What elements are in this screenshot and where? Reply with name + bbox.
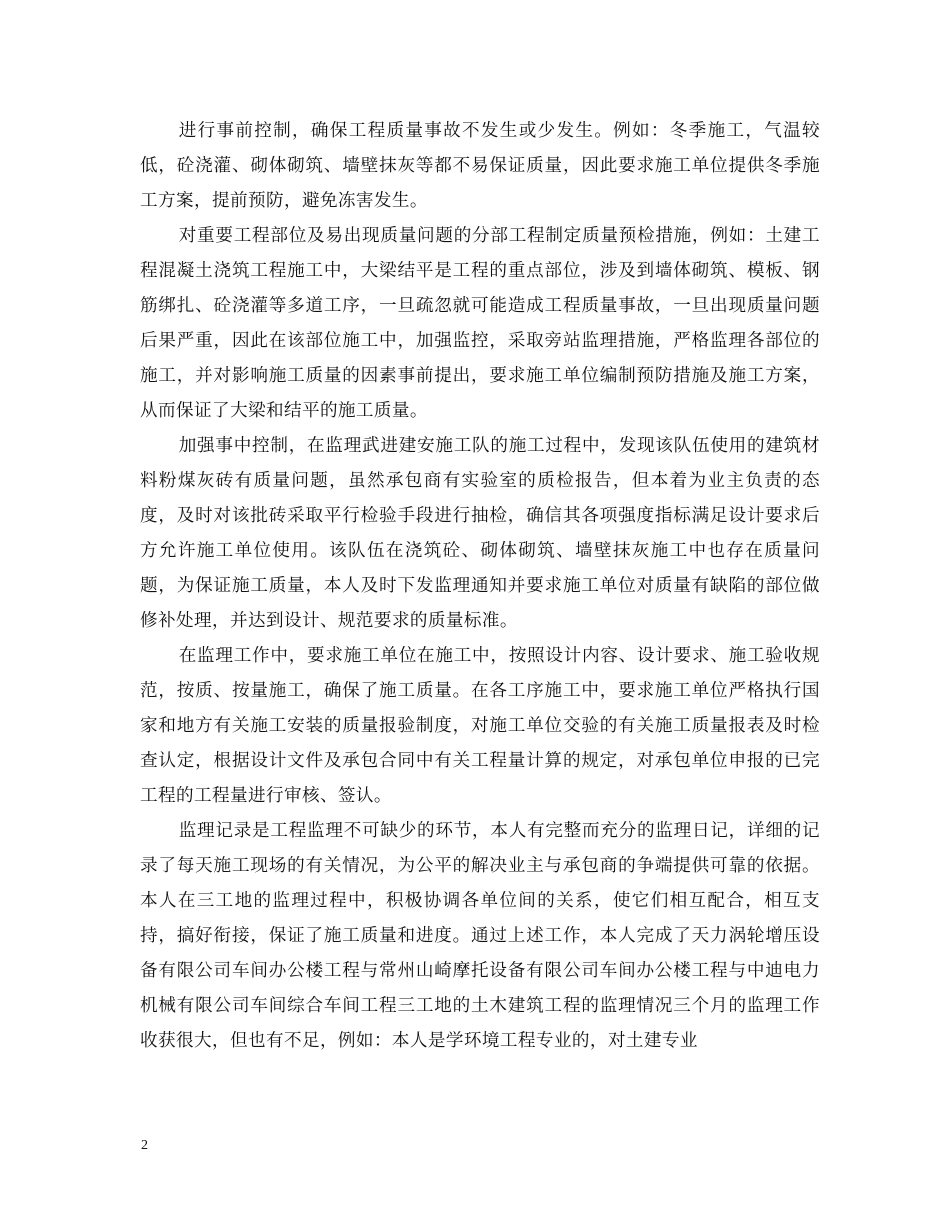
paragraph-4: 在监理工作中，要求施工单位在施工中，按照设计内容、设计要求、施工验收规范，按质、按量施工，确保了施工质量。在各工序施工中，要求施工单位严格执行国家和地方有关施工安装的质量报验制度，对施工单位交验的有关施工质量报表及时检查认定，根据设计文件及承包合同中有关工程量计算的规定，对承包单位申报的已完工程的工程量进行审核、签认。 [140,646,820,806]
document-body [140,114,820,1059]
page-number: 2 [141,1138,148,1153]
paragraph-3: 加强事中控制，在监理武进建安施工队的施工过程中，发现该队伍使用的建筑材料粉煤灰砖有质量问题，虽然承包商有实验室的质检报告，但本着为业主负责的态度，及时对该批砖采取平行检验手段进行抽检，确信其各项强度指标满足设计要求后方允许施工单位使用。该队伍在浇筑砼、砌体砌筑、墙壁抹灰施工中也存在质量问题，为保证施工质量，本人及时下发监理通知并要求施工单位对质量有缺陷的部位做修补处理，并达到设计、规范要求的质量标准。 [140,436,820,631]
paragraph-5: 监理记录是工程监理不可缺少的环节，本人有完整而充分的监理日记，详细的记录了每天施工现场的有关情况，为公平的解决业主与承包商的争端提供可靠的依据。本人在三工地的监理过程中，积极协调各单位间的关系，使它们相互配合，相互支持，搞好衔接，保证了施工质量和进度。通过上述工作，本人完成了天力涡轮增压设备有限公司车间办公楼工程与常州山崎摩托设备有限公司车间办公楼工程与中迪电力机械有限公司车间综合车间工程三工地的土木建筑工程的监理情况三个月的监理工作收获很大，但也有不足，例如：本人是学环境工程专业的，对土建专业 [140,821,820,1051]
paragraph-2: 对重要工程部位及易出现质量问题的分部工程制定质量预检措施，例如：土建工程混凝土浇筑工程施工中，大梁结平是工程的重点部位，涉及到墙体砌筑、模板、钢筋绑扎、砼浇灌等多道工序，一旦疏忽就可能造成工程质量事故，一旦出现质量问题后果严重，因此在该部位施工中，加强监控，采取旁站监理措施，严格监理各部位的施工，并对影响施工质量的因素事前提出，要求施工单位编制预防措施及施工方案，从而保证了大梁和结平的施工质量。 [140,226,820,421]
paragraph-1: 进行事前控制，确保工程质量事故不发生或少发生。例如：冬季施工，气温较低，砼浇灌、砌体砌筑、墙壁抹灰等都不易保证质量，因此要求施工单位提供冬季施工方案，提前预防，避免冻害发生。 [140,121,820,211]
